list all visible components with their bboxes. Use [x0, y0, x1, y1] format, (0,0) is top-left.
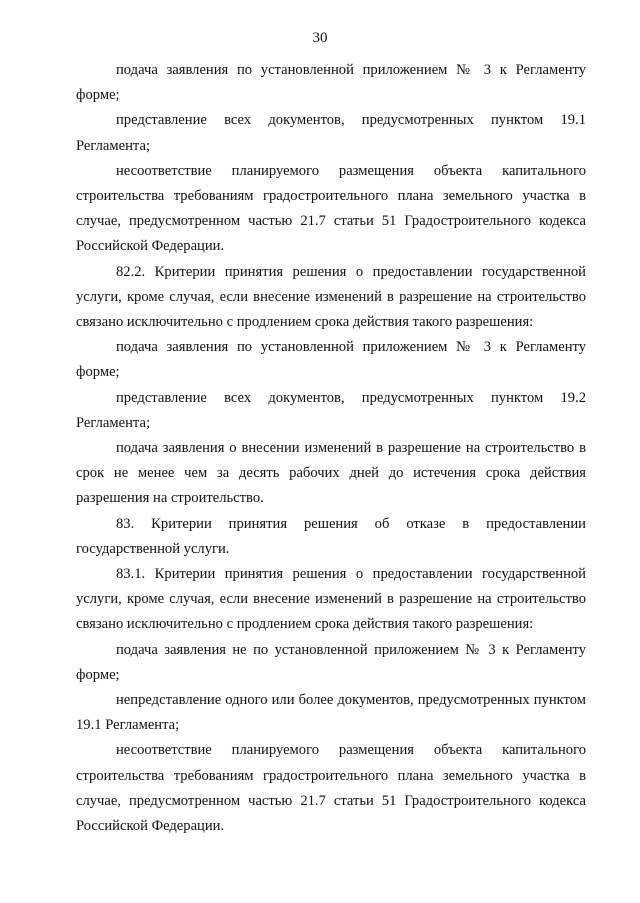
paragraph-1: подача заявления по установленной приложением № 3 к Регламенту форме;	[76, 62, 586, 104]
paragraph-2: представление всех документов, предусмотренных пунктом 19.1 Регламента;	[76, 112, 586, 154]
page-number: 30	[312, 30, 328, 46]
paragraph-6: представление всех документов, предусмотренных пунктом 19.2 Регламента;	[76, 389, 586, 431]
paragraph-10: подача заявления не по установленной приложением № 3 к Регламенту форме;	[76, 641, 586, 683]
paragraph-12: несоответствие планируемого размещения объекта капитального строительства требованиям градостроительного плана земельного участка в случае, предусмотренном частью 21.7 статьи 51 Градостроительного кодекса Российской Федерации.	[76, 742, 586, 835]
paragraph-8: 83. Критерии принятия решения об отказе в предоставлении государственной услуги.	[76, 515, 586, 557]
paragraph-5: подача заявления по установленной приложением № 3 к Регламенту форме;	[76, 339, 586, 381]
paragraph-11: непредставление одного или более документов, предусмотренных пунктом 19.1 Регламента;	[76, 692, 586, 734]
document-body	[76, 58, 586, 839]
paragraph-3: несоответствие планируемого размещения объекта капитального строительства требованиям градостроительного плана земельного участка в случае, предусмотренном частью 21.7 статьи 51 Градостроительного кодекса Российской Федерации.	[76, 162, 586, 255]
paragraph-4: 82.2. Критерии принятия решения о предоставлении государственной услуги, кроме случая, если внесение изменений в разрешение на строительство связано исключительно с продлением срока действия такого разрешения:	[76, 263, 586, 331]
paragraph-9: 83.1. Критерии принятия решения о предоставлении государственной услуги, кроме случая, если внесение изменений в разрешение на строительство связано исключительно с продлением срока действия такого разрешения:	[76, 566, 586, 633]
paragraph-7: подача заявления о внесении изменений в разрешение на строительство в срок не менее чем за десять рабочих дней до истечения срока действия разрешения на строительство.	[76, 440, 586, 507]
